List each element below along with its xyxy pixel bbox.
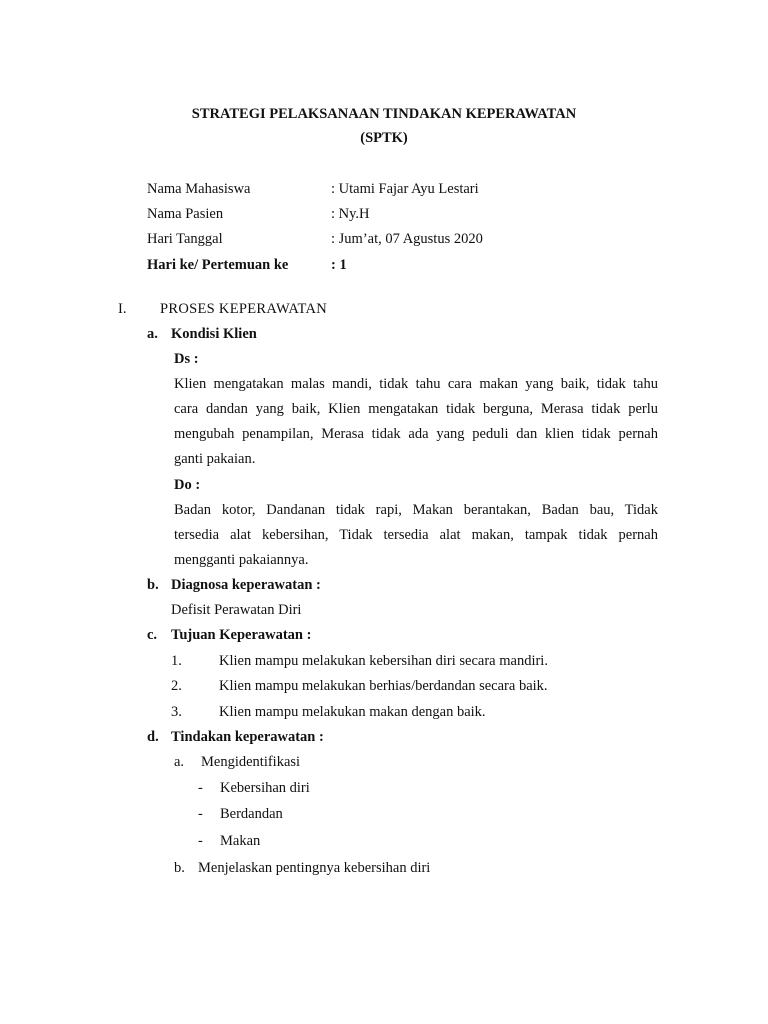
ds-line: Klien mengatakan malas mandi, tidak tahu cara makan yang baik, tidak tahu xyxy=(174,376,658,392)
identity-label-student: Nama Mahasiswa xyxy=(147,181,251,197)
diagnosis-text: Defisit Perawatan Diri xyxy=(171,602,302,618)
action-a-marker: a. xyxy=(174,754,185,770)
subsection-a-heading: Kondisi Klien xyxy=(171,326,257,342)
identity-value-meeting: : 1 xyxy=(331,257,347,273)
identity-label-patient: Nama Pasien xyxy=(147,206,224,222)
identity-label-meeting: Hari ke/ Pertemuan ke xyxy=(147,257,289,273)
bullet-text: Berdandan xyxy=(220,806,283,822)
subsection-a-marker: a. xyxy=(147,326,158,342)
ds-line: cara dandan yang baik, Klien mengatakan tidak berguna, Merasa tidak perlu xyxy=(174,401,658,417)
bullet-text: Kebersihan diri xyxy=(220,780,310,796)
document-subtitle: (SPTK) xyxy=(360,130,408,146)
do-label: Do : xyxy=(174,477,201,493)
action-b-text: Menjelaskan pentingnya kebersihan diri xyxy=(198,860,431,876)
subsection-d-heading: Tindakan keperawatan : xyxy=(171,729,324,745)
subsection-b-heading: Diagnosa keperawatan : xyxy=(171,577,321,593)
document-title: STRATEGI PELAKSANAAN TINDAKAN KEPERAWATAN xyxy=(191,106,577,122)
subsection-b-marker: b. xyxy=(147,577,159,593)
do-line: mengganti pakaiannya. xyxy=(174,552,309,568)
identity-value-student: : Utami Fajar Ayu Lestari xyxy=(331,181,479,197)
goal-number: 1. xyxy=(171,653,182,669)
identity-value-date: : Jum’at, 07 Agustus 2020 xyxy=(331,231,483,247)
section-heading: PROSES KEPERAWATAN xyxy=(160,301,328,317)
goal-text: Klien mampu melakukan makan dengan baik. xyxy=(219,704,486,720)
do-line: tersedia alat kebersihan, Tidak tersedia alat makan, tampak tidak pernah xyxy=(174,527,658,543)
goal-number: 3. xyxy=(171,704,182,720)
ds-line: ganti pakaian. xyxy=(174,451,256,467)
action-a-text: Mengidentifikasi xyxy=(201,754,301,770)
ds-line: mengubah penampilan, Merasa tidak ada yang peduli dan klien tidak pernah xyxy=(174,426,658,442)
goal-text: Klien mampu melakukan kebersihan diri secara mandiri. xyxy=(219,653,548,669)
section-numeral: I. xyxy=(118,301,127,317)
subsection-c-heading: Tujuan Keperawatan : xyxy=(171,627,312,643)
identity-value-patient: : Ny.H xyxy=(331,206,370,222)
bullet-dash: - xyxy=(198,806,203,822)
bullet-dash: - xyxy=(198,780,203,796)
subsection-d-marker: d. xyxy=(147,729,159,745)
ds-label: Ds : xyxy=(174,351,199,367)
action-b-marker: b. xyxy=(174,860,185,876)
bullet-text: Makan xyxy=(220,833,261,849)
goal-number: 2. xyxy=(171,678,182,694)
subsection-c-marker: c. xyxy=(147,627,158,643)
goal-text: Klien mampu melakukan berhias/berdandan secara baik. xyxy=(219,678,548,694)
identity-label-date: Hari Tanggal xyxy=(147,231,223,247)
do-line: Badan kotor, Dandanan tidak rapi, Makan berantakan, Badan bau, Tidak xyxy=(174,502,658,518)
bullet-dash: - xyxy=(198,833,203,849)
